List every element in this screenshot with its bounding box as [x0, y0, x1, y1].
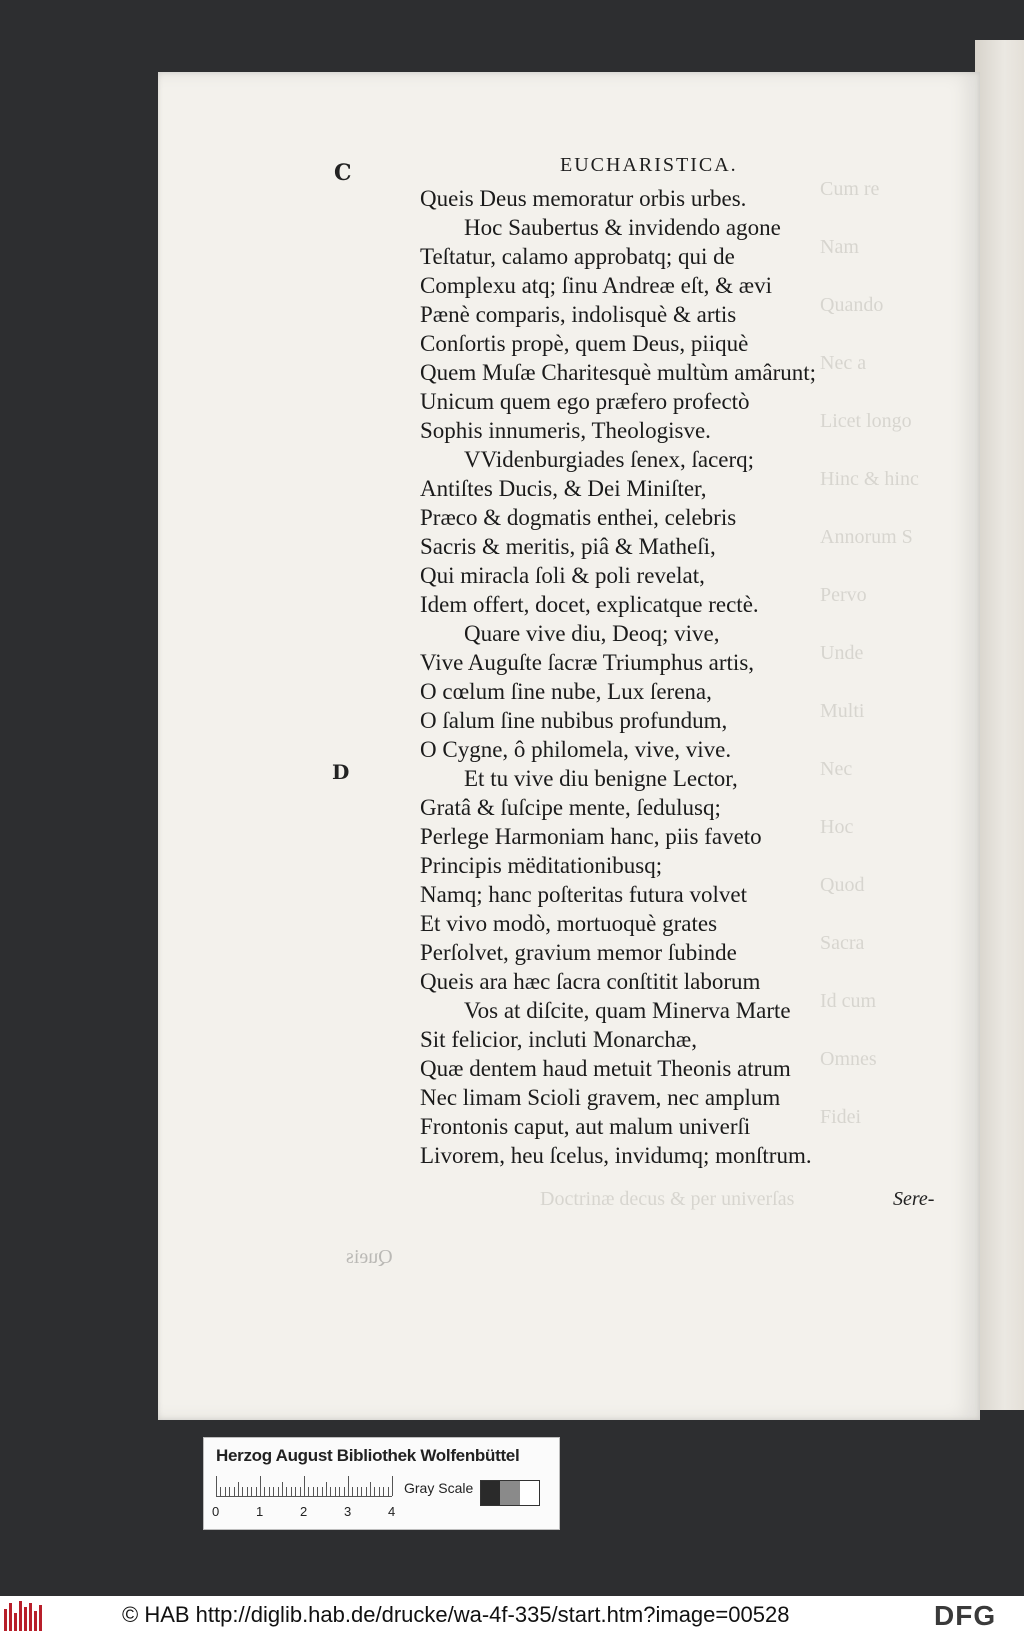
show-through-text: Id cum — [820, 990, 877, 1012]
poem-line: O cœlum ſine nube, Lux ſerena, — [420, 679, 712, 704]
show-through-text: Quod — [820, 874, 865, 896]
poem-line: O ſalum ſine nubibus profundum, — [420, 708, 728, 733]
poem-line: Sophis innumeris, Theologisve. — [420, 418, 711, 443]
ruler-number: 0 — [212, 1504, 220, 1519]
ruler-tick — [317, 1487, 318, 1496]
poem-line: Et tu vive diu benigne Lector, — [464, 766, 738, 791]
gray-scale-swatches — [480, 1480, 540, 1506]
ruler-tick — [269, 1487, 270, 1496]
poem-line: Sacris & meritis, piâ & Matheſi, — [420, 534, 716, 559]
poem-line: Vos at diſcite, quam Minerva Marte — [464, 998, 791, 1023]
ruler-tick — [295, 1487, 296, 1496]
dfg-logo: DFG — [934, 1600, 997, 1631]
mirrored-offset-text: Queis — [346, 1246, 393, 1268]
poem-line: Pænè comparis, indolisquè & artis — [420, 302, 737, 327]
show-through-text: Omnes — [820, 1048, 877, 1070]
poem-line: Hoc Saubertus & invidendo agone — [464, 215, 781, 240]
ruler-tick — [308, 1487, 309, 1496]
ruler-tick — [330, 1487, 331, 1496]
poem-line: Præco & dogmatis enthei, celebris — [420, 505, 737, 530]
poem-line: Sit felicior, incluti Monarchæ, — [420, 1027, 697, 1052]
show-through-text: Quando — [820, 294, 884, 316]
color-target-card — [203, 1437, 560, 1530]
ruler-number: 1 — [256, 1504, 264, 1519]
ruler-tick — [256, 1487, 257, 1496]
ruler-tick — [216, 1476, 217, 1496]
ruler-tick — [322, 1487, 323, 1496]
ruler-tick — [242, 1487, 243, 1496]
hab-logo-icon — [4, 1601, 46, 1631]
ruler-tick — [304, 1476, 305, 1496]
signature-mark-d: D — [332, 760, 350, 784]
ruler-tick — [251, 1487, 252, 1496]
poem-line: Perlege Harmoniam hanc, piis faveto — [420, 824, 762, 849]
poem-line: Quæ dentem haud metuit Theonis atrum — [420, 1056, 791, 1081]
show-through-text: Sacra — [820, 932, 865, 954]
show-through-text: Nec a — [820, 352, 867, 374]
ruler-tick — [234, 1487, 235, 1496]
library-name: Herzog August Bibliothek Wolfenbüttel — [216, 1446, 520, 1465]
gray-swatch-light — [520, 1481, 539, 1505]
ruler-tick — [229, 1487, 230, 1496]
show-through-text: Fidei — [820, 1106, 862, 1128]
ruler-tick — [339, 1487, 340, 1496]
show-through-text: Cum re — [820, 178, 880, 200]
poem-line: Qui miracla ſoli & poli revelat, — [420, 563, 705, 588]
catchword: Sere- — [893, 1188, 935, 1210]
ruler-tick — [260, 1476, 261, 1496]
poem-line: Teſtatur, calamo approbatq; qui de — [420, 244, 735, 269]
poem-line: Vive Auguſte ſacræ Triumphus artis, — [420, 650, 755, 675]
ruler-number: 4 — [388, 1504, 396, 1519]
measurement-ruler — [216, 1476, 392, 1497]
ruler-tick — [344, 1487, 345, 1496]
adjacent-page-edge — [975, 40, 1024, 1410]
ruler-tick — [238, 1482, 239, 1496]
show-through-text: Doctrinæ decus & per univerſas — [540, 1188, 795, 1210]
poem-line: Complexu atq; ſinu Andreæ eſt, & ævi — [420, 273, 773, 298]
show-through-text: Licet longo — [820, 410, 912, 432]
ruler-tick — [352, 1487, 353, 1496]
footer-url-text[interactable]: © HAB http://diglib.hab.de/drucke/wa-4f-335/start.htm?image=00528 — [122, 1602, 790, 1627]
gray-swatch-dark — [481, 1481, 500, 1505]
ruler-tick — [247, 1487, 248, 1496]
show-through-text: Multi — [820, 700, 865, 722]
poem-line: Gratâ & ſuſcipe mente, ſedulusq; — [420, 795, 721, 820]
ruler-tick — [264, 1487, 265, 1496]
ruler-tick — [220, 1487, 221, 1496]
poem-line: Namq; hanc poſteritas futura volvet — [420, 882, 748, 907]
poem-line: Conſortis propè, quem Deus, piiquè — [420, 331, 749, 356]
show-through-text: Hoc — [820, 816, 854, 838]
poem-line: Frontonis caput, aut malum univerſi — [420, 1114, 751, 1139]
ruler-tick — [278, 1487, 279, 1496]
ruler-tick — [370, 1482, 371, 1496]
show-through-text: Nam — [820, 236, 859, 258]
show-through-text: Pervo — [820, 584, 867, 606]
poem-line: Queis ara hæc ſacra conſtitit laborum — [420, 969, 761, 994]
gray-scale-label: Gray Scale — [404, 1480, 474, 1496]
show-through-text: Hinc & hinc — [820, 468, 919, 490]
ruler-tick — [348, 1476, 349, 1496]
poem-line: Nec limam Scioli gravem, nec amplum — [420, 1085, 781, 1110]
gray-swatch-mid — [500, 1481, 519, 1505]
poem-line: O Cygne, ô philomela, vive, vive. — [420, 737, 732, 762]
poem-line: Et vivo modò, mortuoquè grates — [420, 911, 718, 936]
ruler-tick — [313, 1487, 314, 1496]
ruler-tick — [286, 1487, 287, 1496]
running-title: EUCHARISTICA. — [560, 154, 738, 176]
ruler-tick — [326, 1482, 327, 1496]
poem-line: Principis mëditationibusq; — [420, 853, 663, 878]
show-through-text: Annorum S — [820, 526, 913, 548]
poem-text-block — [420, 184, 880, 1170]
ruler-tick — [335, 1487, 336, 1496]
ruler-tick — [361, 1487, 362, 1496]
poem-line: Quem Muſæ Charitesquè multùm amârunt; — [420, 360, 817, 385]
ruler-tick — [300, 1487, 301, 1496]
ruler-tick — [291, 1487, 292, 1496]
poem-line: Livorem, heu ſcelus, invidumq; monſtrum. — [420, 1143, 812, 1168]
poem-line: Unicum quem ego præfero profectò — [420, 389, 750, 414]
poem-line: Perſolvet, gravium memor ſubinde — [420, 940, 737, 965]
footer-bar — [0, 1596, 1024, 1636]
ruler-tick — [366, 1487, 367, 1496]
show-through-text: Unde — [820, 642, 864, 664]
ruler-tick — [383, 1487, 384, 1496]
signature-mark-c: C — [334, 160, 352, 186]
poem-line: Quare vive diu, Deoq; vive, — [464, 621, 720, 646]
ruler-tick — [273, 1487, 274, 1496]
poem-line: Idem offert, docet, explicatque rectè. — [420, 592, 759, 617]
poem-line: VVidenburgiades ſenex, ſacerq; — [464, 447, 755, 472]
ruler-number: 2 — [300, 1504, 308, 1519]
show-through-text: Nec — [820, 758, 853, 780]
ruler-tick — [357, 1487, 358, 1496]
ruler-tick — [392, 1476, 393, 1496]
ruler-number: 3 — [344, 1504, 352, 1519]
ruler-tick — [379, 1487, 380, 1496]
poem-line: Antiſtes Ducis, & Dei Miniſter, — [420, 476, 707, 501]
poem-line: Queis Deus memoratur orbis urbes. — [420, 186, 747, 211]
ruler-tick — [225, 1487, 226, 1496]
ruler-tick — [374, 1487, 375, 1496]
ruler-tick — [388, 1487, 389, 1496]
ruler-tick — [282, 1482, 283, 1496]
